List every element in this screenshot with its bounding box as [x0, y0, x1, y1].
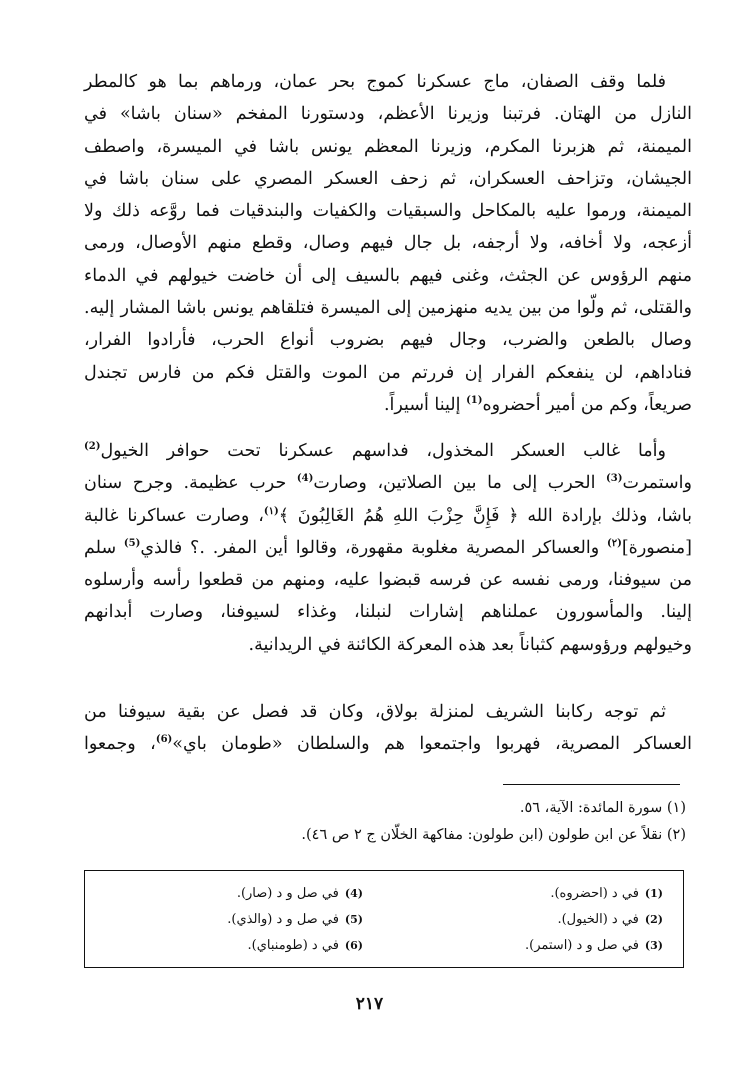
footnote: (١) سورة المائدة: الآية، ٥٦. — [519, 800, 686, 816]
text-line: من سيوفنا، ورمى نفسه عن فرسه قبضوا عليه، ومنهم من قطعوا رأسه وأرسلوه — [84, 570, 692, 591]
variant-number: (4) — [344, 887, 363, 900]
text-fragment: وأما غالب العسكر المخذول، فداسهم عسكرنا تحت حوافر الخيول — [100, 441, 666, 461]
variant-text: في د (الخيول). — [557, 912, 639, 927]
variant-marker: (1) — [466, 395, 483, 407]
text-fragment: ، وجمعوا — [84, 734, 156, 755]
footnote: (٢) نقلاً عن ابن طولون (ابن طولون: مفاكهة الخلّان ج ٢ ص ٤٦). — [301, 827, 686, 843]
footnote-ref: (٢) — [607, 538, 622, 550]
variant-reading — [237, 883, 363, 905]
variant-marker: (6) — [155, 734, 173, 746]
variant-reading — [525, 935, 663, 957]
text-line: الميمنة، ورموا عليه بالمكاحل والسبقيات والكفيات والبندقيات فما روَّعه ذلك ولا — [84, 201, 692, 222]
text-line: فناداهم، لن ينفعكم الفرار إن فررتم من الموت والقتل فكم من فارس تجندل — [84, 362, 692, 383]
variant-number: (2) — [644, 913, 663, 926]
text-line — [84, 532, 692, 564]
variant-marker: (3) — [606, 473, 623, 485]
text-line: إلينا. والمأسورون عملناهم إشارات لنبلنا، وغذاء لسيوفنا، وصارت أبدانهم — [84, 602, 692, 623]
text-fragment: باشا، وذلك بإرادة الله ﴿ فَإِنَّ حِزْبَ اللهِ هُمُ الغَالِبُونَ ﴾ — [278, 505, 692, 526]
text-line: وخيولهم ورؤوسهم كثباناً بعد هذه المعركة الكائنة في الريدانية. — [248, 634, 692, 655]
text-line — [84, 389, 692, 421]
variant-text: في صل و د (والذي). — [227, 912, 339, 927]
text-line: أزعجه، ولا أخافه، ولا أرجفه، بل جال فيهم وصال، وقطع منهم الأوصال، ورمى — [84, 233, 692, 254]
text-fragment: الحرب إلى ما بين الصلاتين، وصارت — [313, 473, 607, 494]
footnote-ref: (١) — [263, 505, 279, 517]
text-fragment: إلينا أسيراً. — [383, 394, 467, 415]
footnotes — [84, 795, 686, 849]
variant-number: (5) — [344, 913, 363, 926]
paragraph-2 — [84, 435, 692, 661]
variant-text: في د (احضروه). — [550, 886, 639, 901]
variant-reading — [557, 909, 663, 931]
footnote-divider — [503, 784, 680, 785]
variant-marker: (5) — [123, 538, 141, 550]
text-line — [84, 467, 692, 499]
text-line: الميمنة، ثم هزبرنا المكرم، وزيرنا المعظم يونس باشا في الميسرة، واصطف — [84, 136, 692, 157]
page-number: ٢١٧ — [355, 994, 384, 1014]
variant-text: في صل و د (صار). — [236, 886, 339, 901]
text-line: فلما وقف الصفان، ماج عسكرنا كموج بحر عمان، ورماهم بما هو كالمطر — [84, 72, 666, 92]
variant-text: في د (طومنباي). — [247, 938, 339, 953]
paragraph-1 — [84, 66, 692, 421]
text-fragment: ، وصارت عساكرنا غالبة — [84, 505, 264, 526]
variant-marker: (4) — [296, 473, 314, 485]
variant-marker: (2) — [84, 441, 101, 453]
text-line — [84, 435, 692, 467]
paragraph-3 — [84, 696, 692, 761]
variant-reading — [550, 883, 663, 905]
text-line — [84, 500, 692, 532]
variant-number: (3) — [644, 939, 663, 952]
variant-reading — [227, 909, 363, 931]
variant-readings-box — [84, 870, 684, 968]
text-fragment: والعساكر المصرية مغلوبة مقهورة، وقالوا أين المفر. .؟ فالذي — [140, 537, 607, 558]
variant-reading — [248, 935, 363, 957]
text-line: والقتلى، ثم ولّوا من بين يديه منهزمين إلى الميسرة فتلقاهم يونس باشا المشار إليه. — [84, 298, 692, 319]
text-fragment: حرب عظيمة. وجرح سنان — [84, 473, 297, 494]
text-fragment: العساكر المصرية، فهربوا واجتمعوا هم والسلطان «طومان باي» — [172, 734, 692, 755]
text-line: منهم الرؤوس عن الجثث، وغنى فيهم بالسيف إلى أن خاضت خيولهم في الدماء — [84, 265, 692, 286]
text-fragment: صريعاً، وكم من أمير أحضروه — [482, 394, 692, 415]
text-fragment: سلم — [84, 537, 124, 558]
text-fragment: واستمرت — [622, 473, 692, 494]
variant-number: (6) — [344, 939, 363, 952]
text-line: النازل من الهتان. فرتبنا وزيرنا الأعظم، ودستورنا المفخم «سنان باشا» في — [84, 104, 692, 125]
text-line: ثم توجه ركابنا الشريف لمنزلة بولاق، وكان قد فصل عن بقية سيوفنا من — [84, 702, 666, 722]
text-line — [84, 728, 692, 760]
text-line: الجيشان، وتزاحف العسكران، ثم زحف العسكر المصري على سنان باشا في — [84, 168, 692, 189]
text-fragment: [منصورة] — [621, 537, 692, 558]
text-line: وصال بالطعن والضرب، وجال فيهم بضروب أنواع الحرب، فأرادوا الفرار، — [84, 330, 692, 351]
variant-text: في صل و د (استمر). — [524, 938, 639, 953]
variant-number: (1) — [644, 887, 663, 900]
